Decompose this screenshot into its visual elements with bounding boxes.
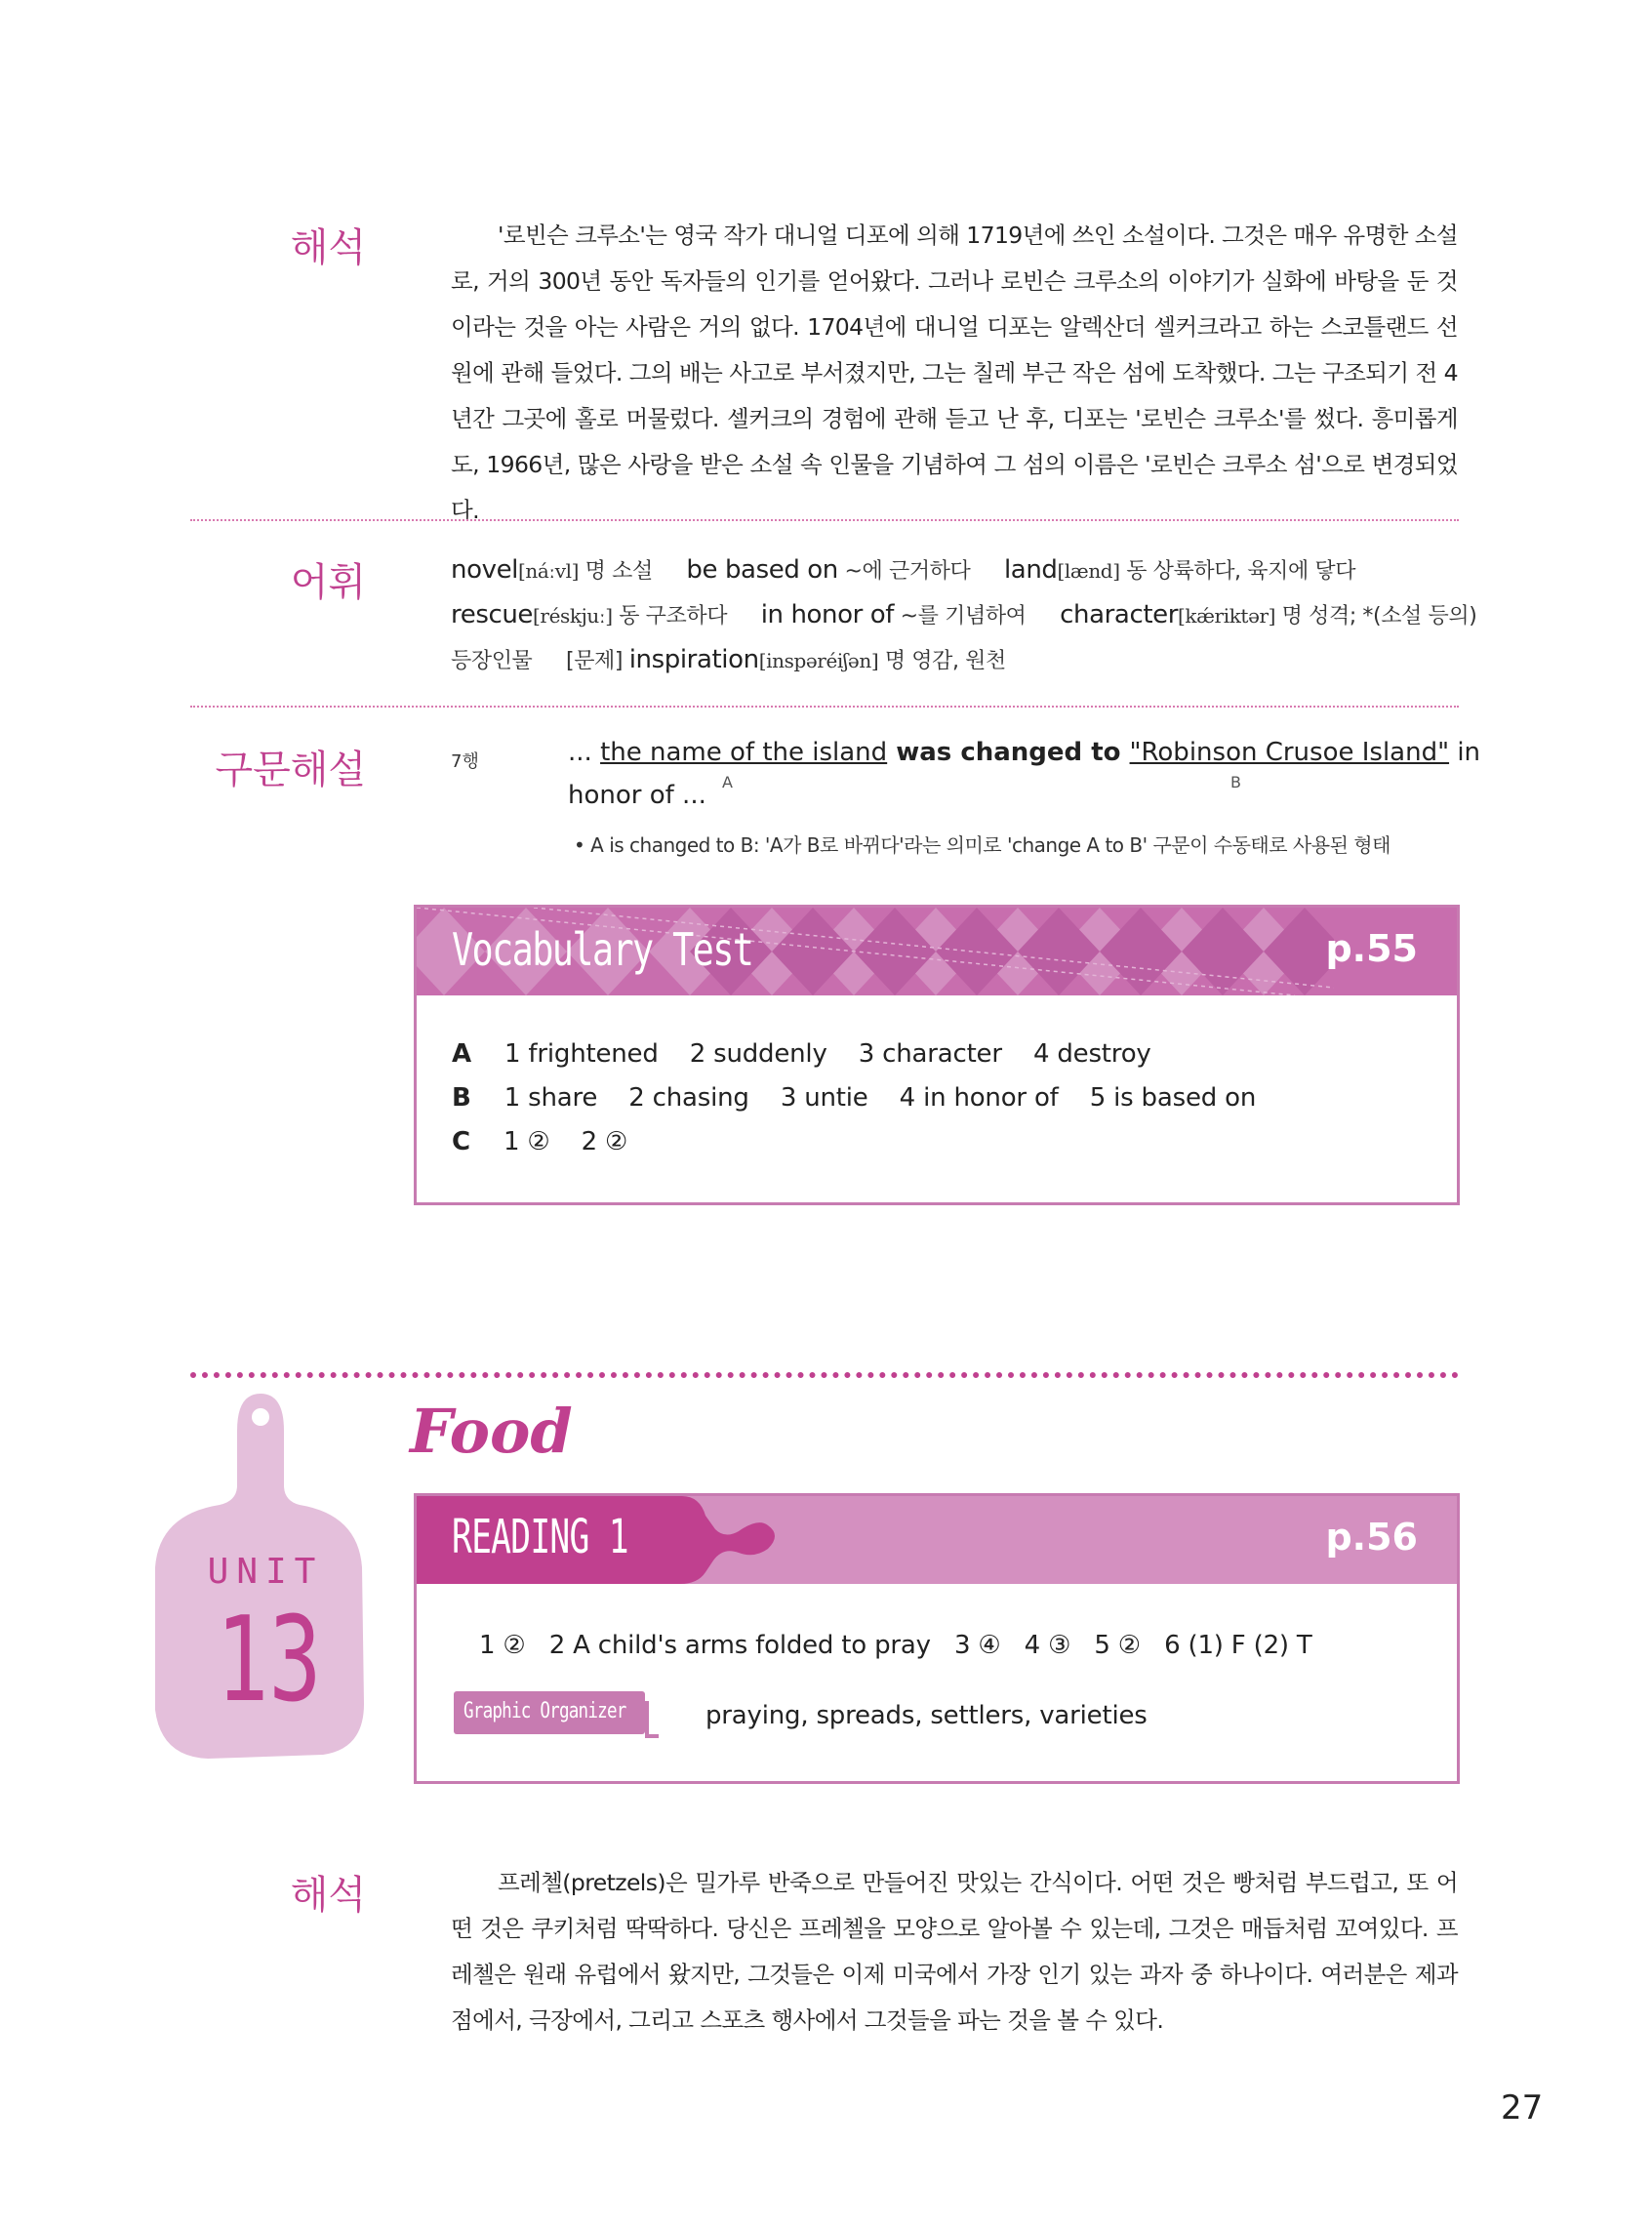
vocabulary-test-box — [414, 905, 1460, 1205]
row-label: B — [452, 1083, 471, 1113]
section-divider — [190, 706, 1459, 708]
vocabulary-test-header — [417, 908, 1457, 995]
sentence-post: in — [1449, 738, 1481, 767]
answer-item: 4 in honor of — [899, 1083, 1059, 1113]
vocabulary-test-title: Vocabulary Test — [452, 923, 753, 976]
paragraph-text: '로빈슨 크루소'는 영국 작가 대니얼 디포에 의해 1719년에 쓰인 소설이다. 그것은 매우 유명한 소설로, 거의 300년 동안 독자들의 인기를 얻어왔다. 그러나 로빈슨 크루소의 이야기가 실화에 바탕을 둔 것이라는 것을 아는 사람은 거의 없다. 1704년에 대니얼 디포는 알렉산더 셀커크라고 하는 스코틀랜드 선원에 관해 들었다. 그의 배는 사고로 부서졌지만, 그는 칠레 부근 작은 섬에 도착했다. 그는 구조되기 전 4년간 그곳에 홀로 머물렀다. 셀커크의 경험에 관해 듣고 난 후, 디포는 '로빈슨 크루소'를 썼다. 흥미롭게도, 1966년, 많은 사랑을 받은 소설 속 인물을 기념하여 그 섬의 이름은 '로빈슨 크루소 섬'으로 변경되었다. — [451, 222, 1458, 524]
unit-divider — [190, 1372, 1459, 1378]
answer-item: 2 suddenly — [689, 1039, 827, 1069]
section-label-vocabulary: 어휘 — [290, 560, 366, 605]
reading-1-box — [414, 1493, 1460, 1784]
translation-paragraph-2 — [451, 1860, 1458, 2044]
vocab-word: novel — [451, 555, 518, 585]
vocab-prefix: [문제] — [566, 649, 624, 673]
vocab-line-3 — [451, 638, 1466, 683]
syntax-note: • A is changed to B: 'A가 B로 바뀌다'라는 의미로 'change A to B' 구문이 수동태로 사용된 형태 — [574, 833, 1390, 857]
vocab-word: rescue — [451, 600, 534, 629]
answer-item: 1 frightened — [504, 1039, 659, 1069]
marker-a: A — [722, 773, 733, 791]
unit-number: 13 — [216, 1593, 322, 1728]
paragraph-text: 프레첼(pretzels)은 밀가루 반죽으로 만들어진 맛있는 간식이다. 어떤 것은 빵처럼 부드럽고, 또 어떤 것은 쿠키처럼 딱딱하다. 당신은 프레첼을 모양으로 알아볼 수 있는데, 그것은 매듭처럼 꼬여있다. 프레첼은 원래 유럽에서 왔지만, 그것들은 이제 미국에서 가장 인기 있는 과자 중 하나이다. 여러분은 제과점에서, 극장에서, 그리고 스포츠 행사에서 그것들을 파는 것을 볼 수 있다. — [451, 1869, 1458, 2034]
vocab-word: in honor of — [760, 600, 895, 629]
vocab-word: inspiration — [628, 645, 759, 674]
vocab-line-1 — [451, 548, 1466, 593]
marker-b: B — [1230, 773, 1241, 791]
sentence-pre: ... — [568, 738, 601, 767]
answer-row-a — [452, 1039, 1175, 1069]
answer-item: 4 destroy — [1032, 1039, 1151, 1069]
section-label-translation-2: 해석 — [290, 1873, 366, 1918]
vocab-def: 등장인물 — [451, 649, 533, 673]
answer-row-c — [452, 1127, 651, 1156]
example-sentence — [568, 738, 1480, 767]
vocab-def: ~에 근거하다 — [844, 559, 971, 584]
graphic-organizer-label: Graphic Organizer — [463, 1699, 626, 1723]
page-number: 27 — [1501, 2088, 1544, 2128]
answer-item: 1 ② — [503, 1127, 550, 1156]
vocab-phonetic: [lænd] — [1057, 559, 1120, 583]
example-sentence-line-2: honor of ... — [568, 781, 706, 810]
answer-item: 3 untie — [780, 1083, 868, 1113]
reading-1-page: p.56 — [1325, 1516, 1418, 1559]
reading-1-header — [417, 1496, 1457, 1584]
reading-1-title: READING 1 — [452, 1510, 628, 1564]
vocab-phonetic: [kǽriktər] — [1178, 604, 1276, 628]
vocab-word: be based on — [686, 555, 838, 585]
vocab-line-2 — [451, 593, 1477, 638]
vocab-def: 명 영감, 원천 — [884, 649, 1006, 673]
translation-paragraph-1 — [451, 213, 1458, 534]
section-divider — [190, 519, 1459, 521]
reading-1-answers: 1 ② 2 A child's arms folded to pray 3 ④ 4 ③ 5 ② 6 (1) F (2) T — [479, 1631, 1312, 1660]
answer-item: 2 chasing — [628, 1083, 749, 1113]
row-label: C — [452, 1127, 470, 1156]
sentence-part-a: the name of the island — [600, 738, 888, 767]
section-label-syntax: 구문해설 — [215, 748, 366, 792]
answer-item: 3 character — [858, 1039, 1002, 1069]
vocabulary-test-page: p.55 — [1325, 927, 1418, 970]
vocab-def: 명 성격; *(소설 등의) — [1281, 604, 1477, 628]
vocab-word: character — [1060, 600, 1179, 629]
vocab-def: 동 상륙하다, 육지에 닿다 — [1126, 559, 1356, 584]
vocab-word: land — [1003, 555, 1058, 585]
vocab-phonetic: [náːvl] — [518, 559, 580, 583]
unit-topic: Food — [410, 1396, 573, 1467]
vocab-def: ~를 기념하여 — [900, 604, 1027, 628]
sentence-part-b: "Robinson Crusoe Island" — [1129, 738, 1450, 767]
graphic-organizer-tag — [454, 1691, 649, 1740]
vocab-phonetic: [réskjuː] — [533, 604, 613, 628]
vocab-phonetic: [inspəréiʃən] — [758, 649, 879, 672]
vocabulary-list — [451, 548, 1477, 683]
line-reference: 7행 — [451, 751, 479, 772]
answer-item: 2 ② — [581, 1127, 628, 1156]
sentence-mid: was changed to — [887, 738, 1130, 767]
row-label: A — [452, 1039, 471, 1069]
answer-item: 5 is based on — [1089, 1083, 1257, 1113]
answer-item: 1 share — [504, 1083, 598, 1113]
answer-row-b — [452, 1083, 1279, 1113]
graphic-organizer-answers: praying, spreads, settlers, varieties — [705, 1701, 1148, 1730]
vocab-def: 동 구조하다 — [619, 604, 728, 628]
vocab-def: 명 소설 — [584, 559, 653, 584]
section-label-translation: 해석 — [290, 225, 366, 270]
unit-label: UNIT — [207, 1552, 324, 1592]
